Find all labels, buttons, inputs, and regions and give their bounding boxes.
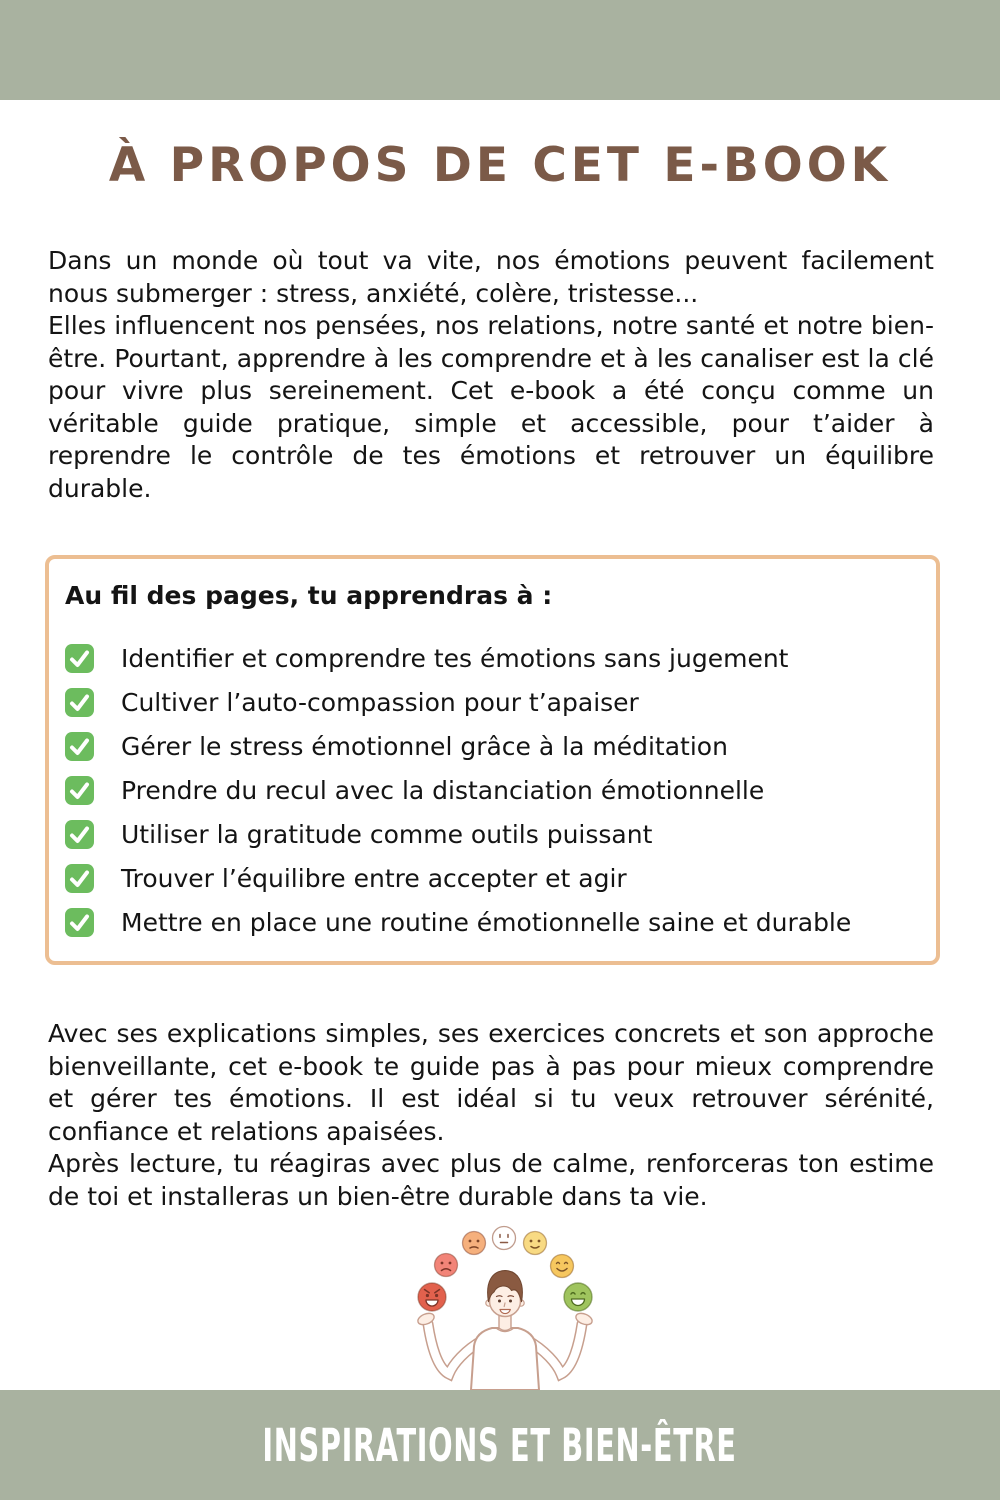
list-item [65, 688, 918, 717]
list-item [65, 732, 918, 761]
outro-paragraph [48, 1018, 934, 1213]
top-color-band [0, 0, 1000, 100]
green-checkmark-icon [65, 820, 94, 849]
emoji-neutral-face [493, 1227, 516, 1250]
green-checkmark-icon [65, 732, 94, 761]
list-item-label: Utiliser la gratitude comme outils puissant [121, 820, 653, 849]
list-item [65, 864, 918, 893]
learning-objectives-box [45, 555, 940, 965]
emoji-sad-face [463, 1232, 486, 1255]
man-figure [471, 1271, 539, 1391]
list-item [65, 820, 918, 849]
learning-box-heading: Au fil des pages, tu apprendras à : [65, 581, 553, 610]
learning-objectives-list [65, 644, 918, 937]
list-item-label: Prendre du recul avec la distanciation émotionnelle [121, 776, 765, 805]
green-checkmark-icon [65, 644, 94, 673]
list-item-label: Identifier et comprendre tes émotions sans jugement [121, 644, 789, 673]
emoji-slight-smile-face [524, 1232, 547, 1255]
green-checkmark-icon [65, 776, 94, 805]
juggling-emotions-illustration [395, 1222, 605, 1390]
footer-band [0, 1390, 1000, 1500]
list-item [65, 644, 918, 673]
intro-paragraph-2: Elles influencent nos pensées, nos relations, notre santé et notre bien-être. Pourtant, apprendre à les comprendre et à les canaliser est la clé pour vivre plus sereinement. Cet e-book a été conçu comme un véritable guide pratique, simple et accessible, pour t’aider à reprendre le contrôle de tes émotions et retrouver un équilibre durable. [48, 311, 934, 503]
list-item [65, 908, 918, 937]
emoji-smile-face [551, 1255, 574, 1278]
green-checkmark-icon [65, 688, 94, 717]
green-checkmark-icon [65, 864, 94, 893]
page-title: À PROPOS DE CET E-BOOK [108, 138, 892, 193]
outro-paragraph-2: Après lecture, tu réagiras avec plus de calme, renforceras ton estime de toi et installeras un bien-être durable dans ta vie. [48, 1149, 934, 1211]
list-item-label: Gérer le stress émotionnel grâce à la méditation [121, 732, 728, 761]
outro-paragraph-1: Avec ses explications simples, ses exercices concrets et son approche bienveillante, cet e-book te guide pas à pas pour mieux comprendre et gérer tes émotions. Il est idéal si tu veux retrouver sérénité, confiance et relations apaisées. [48, 1019, 934, 1146]
green-checkmark-icon [65, 908, 94, 937]
emoji-frown-face [435, 1254, 458, 1277]
list-item-label: Mettre en place une routine émotionnelle saine et durable [121, 908, 852, 937]
list-item-label: Trouver l’équilibre entre accepter et agir [121, 864, 627, 893]
brand-name: INSPIRATIONS ET BIEN-ÊTRE [262, 1418, 738, 1472]
list-item [65, 776, 918, 805]
intro-paragraph-1: Dans un monde où tout va vite, nos émotions peuvent facilement nous submerger : stress, anxiété, colère, tristesse... [48, 246, 934, 308]
list-item-label: Cultiver l’auto-compassion pour t’apaiser [121, 688, 639, 717]
emoji-happy-face [564, 1283, 592, 1311]
emoji-angry-face [418, 1283, 446, 1311]
intro-paragraph [48, 245, 934, 505]
